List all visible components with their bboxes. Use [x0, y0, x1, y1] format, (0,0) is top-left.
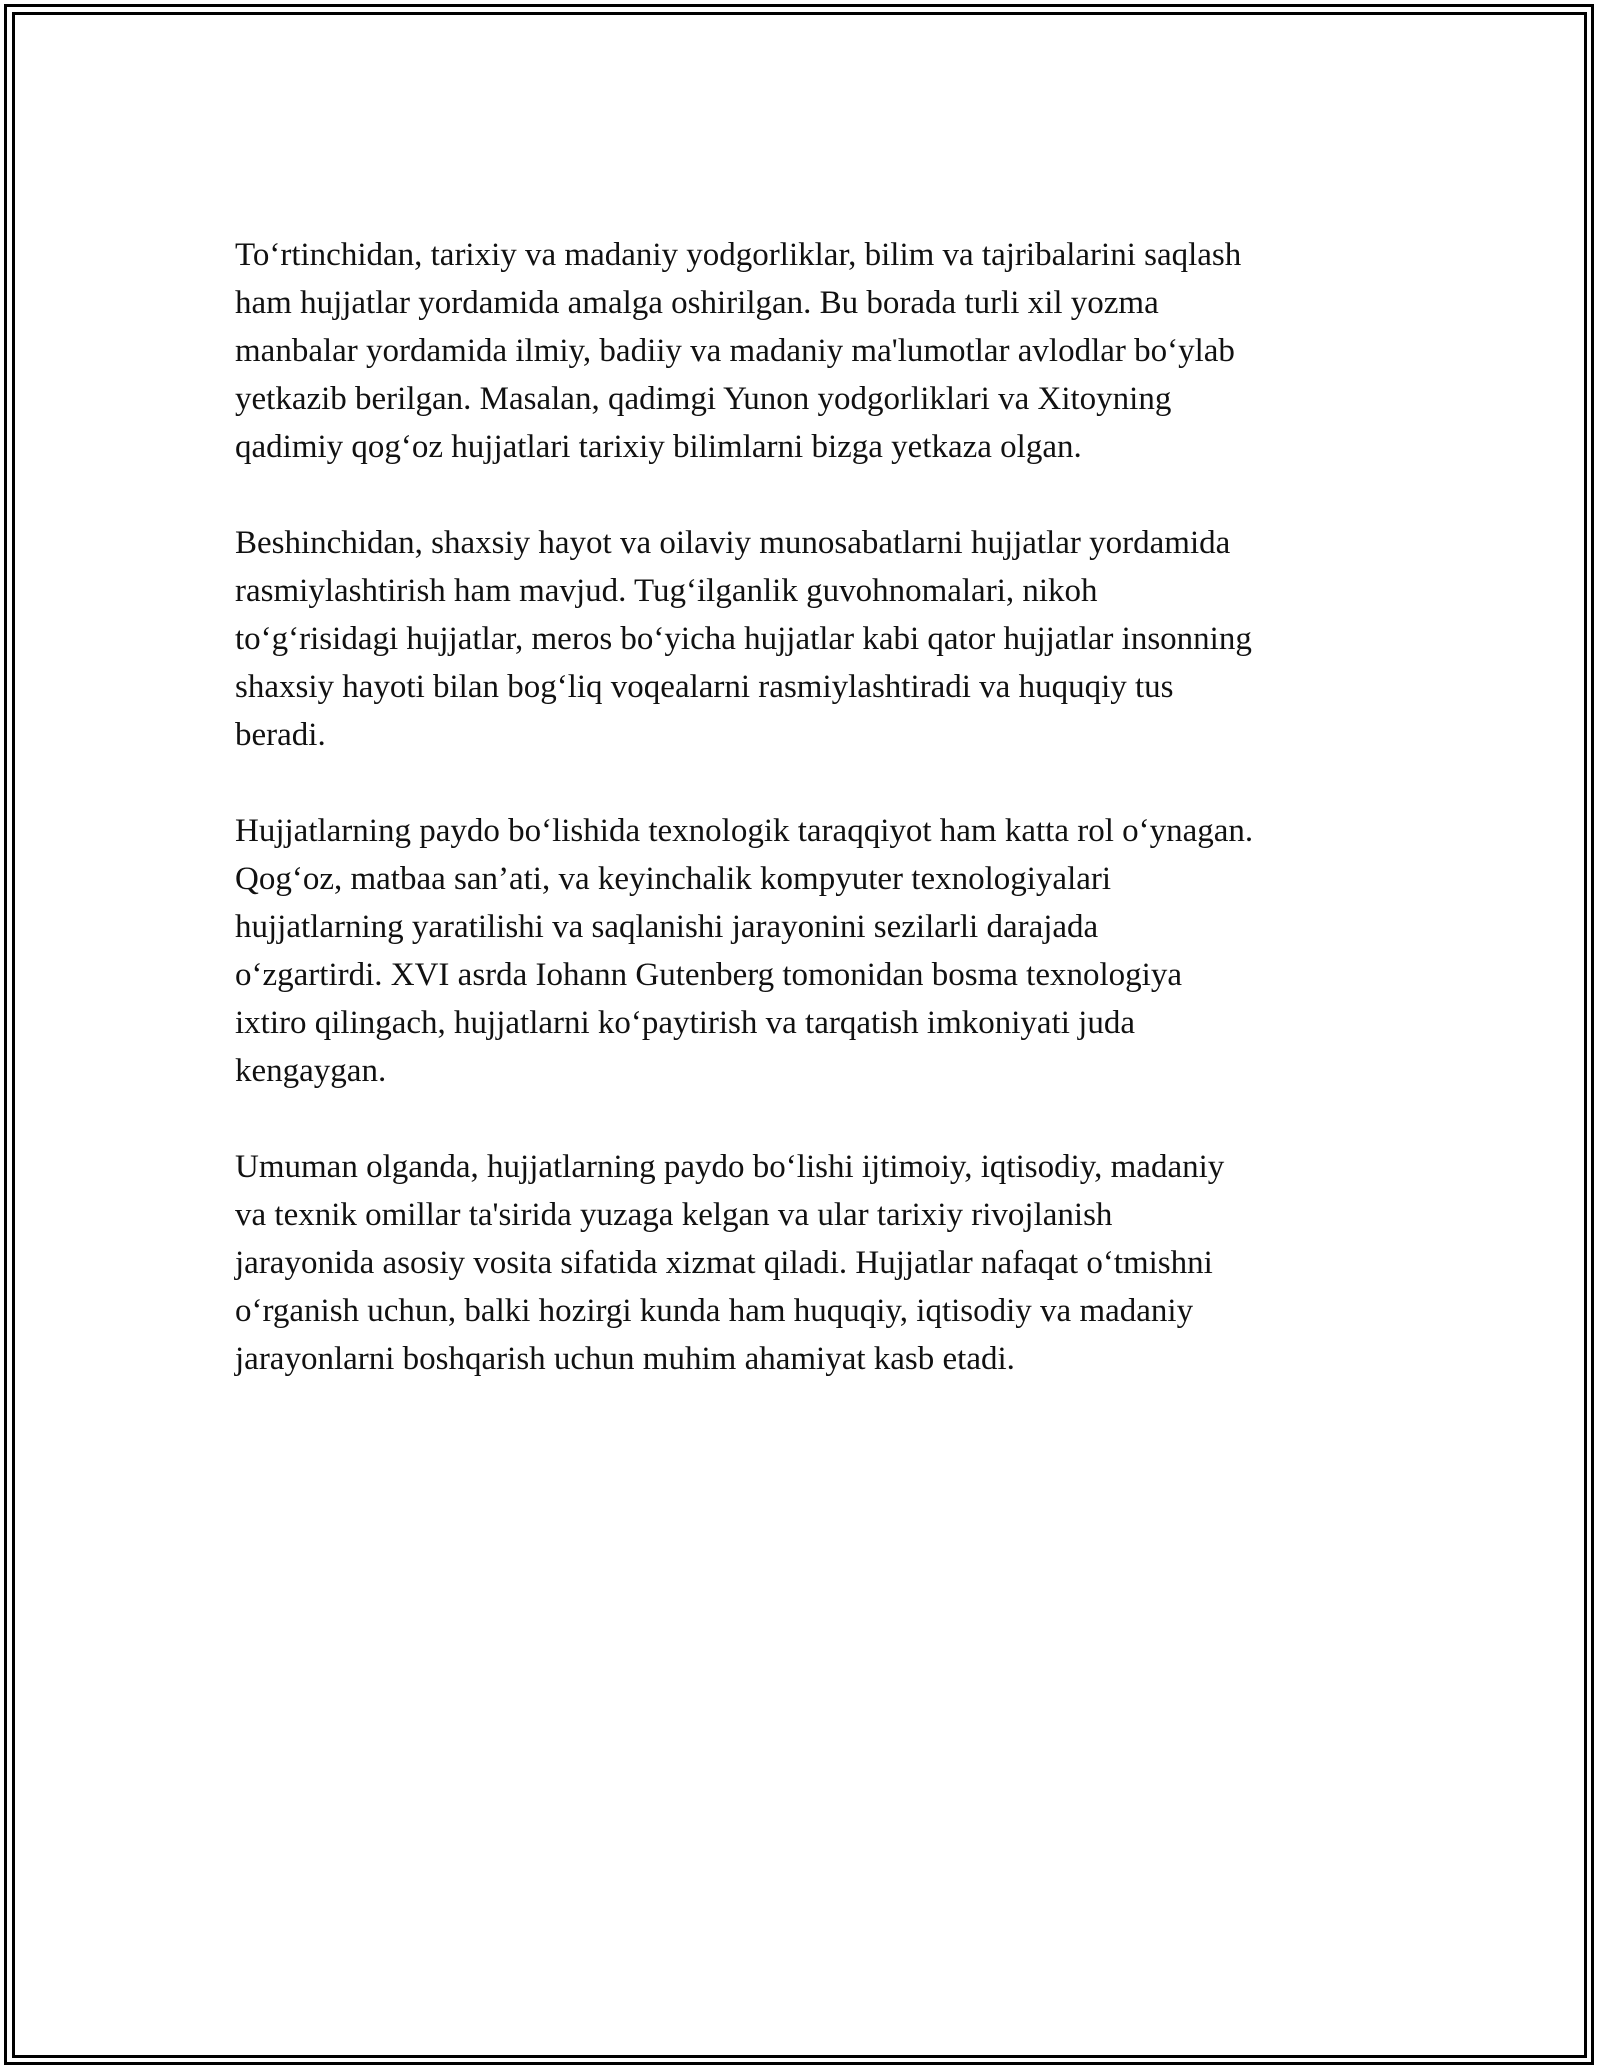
paragraph-line: Hujjatlarning paydo bo‘lishida texnologik taraqqiyot ham katta rol o‘ynagan.: [235, 813, 1254, 849]
paragraph-3: [235, 807, 1375, 1095]
paragraph-line: hujjatlarning yaratilishi va saqlanishi jarayonini sezilarli darajada: [235, 909, 1099, 945]
paragraph-line: ham hujjatlar yordamida amalga oshirilgan. Bu borada turli xil yozma: [235, 285, 1159, 321]
paragraph-line: To‘rtinchidan, tarixiy va madaniy yodgorliklar, bilim va tajribalarini saqlash: [235, 237, 1242, 273]
paragraph-line: kengaygan.: [235, 1053, 387, 1089]
paragraph-2: [235, 519, 1375, 759]
paragraph-line: yetkazib berilgan. Masalan, qadimgi Yunon yodgorliklari va Xitoyning: [235, 381, 1172, 417]
paragraph-line: jarayonlarni boshqarish uchun muhim ahamiyat kasb etadi.: [235, 1341, 1015, 1377]
paragraph-line: to‘g‘risidagi hujjatlar, meros bo‘yicha hujjatlar kabi qator hujjatlar insonning: [235, 621, 1252, 657]
paragraph-line: jarayonida asosiy vosita sifatida xizmat qiladi. Hujjatlar nafaqat o‘tmishni: [235, 1245, 1213, 1281]
paragraph-line: ixtiro qilingach, hujjatlarni ko‘paytirish va tarqatish imkoniyati juda: [235, 1005, 1135, 1041]
paragraph-line: Umuman olganda, hujjatlarning paydo bo‘lishi ijtimoiy, iqtisodiy, madaniy: [235, 1149, 1225, 1185]
paragraph-line: o‘zgartirdi. XVI asrda Iohann Gutenberg tomonidan bosma texnologiya: [235, 957, 1182, 993]
paragraph-line: o‘rganish uchun, balki hozirgi kunda ham huquqiy, iqtisodiy va madaniy: [235, 1293, 1194, 1329]
document-body: [235, 231, 1375, 1431]
paragraph-line: Qog‘oz, matbaa san’ati, va keyinchalik kompyuter texnologiyalari: [235, 861, 1112, 897]
paragraph-line: Beshinchidan, shaxsiy hayot va oilaviy munosabatlarni hujjatlar yordamida: [235, 525, 1231, 561]
paragraph-1: [235, 231, 1375, 471]
paragraph-line: shaxsiy hayoti bilan bog‘liq voqealarni rasmiylashtiradi va huquqiy tus: [235, 669, 1174, 705]
paragraph-4: [235, 1143, 1375, 1383]
paragraph-line: manbalar yordamida ilmiy, badiiy va madaniy ma'lumotlar avlodlar bo‘ylab: [235, 333, 1235, 369]
paragraph-line: qadimiy qog‘oz hujjatlari tarixiy bilimlarni bizga yetkaza olgan.: [235, 429, 1082, 465]
paragraph-line: rasmiylashtirish ham mavjud. Tug‘ilganlik guvohnomalari, nikoh: [235, 573, 1098, 609]
paragraph-line: va texnik omillar ta'sirida yuzaga kelgan va ular tarixiy rivojlanish: [235, 1197, 1113, 1233]
paragraph-line: beradi.: [235, 717, 326, 753]
